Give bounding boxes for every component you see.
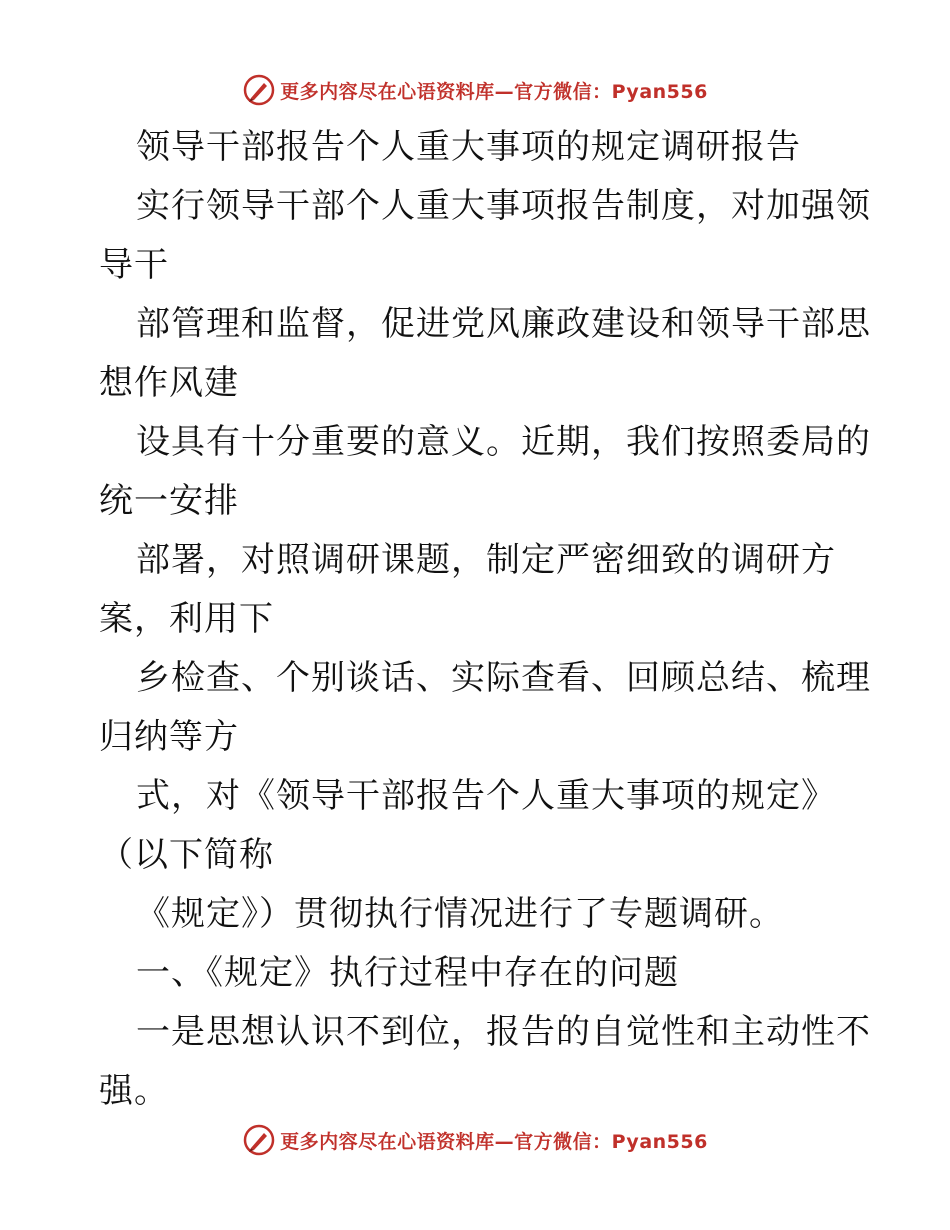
paragraph-line: 导干	[99, 245, 169, 285]
paragraph-line: 一是思想认识不到位，报告的自觉性和主动性不	[136, 1012, 871, 1052]
paragraph-line: 领导干部报告个人重大事项的规定调研报告	[136, 127, 801, 167]
paragraph-line: 乡检查、个别谈话、实际查看、回顾总结、梳理	[136, 658, 871, 698]
footer-watermark	[0, 1120, 950, 1160]
pen-logo-icon	[242, 73, 276, 107]
pen-logo-icon	[242, 1123, 276, 1157]
paragraph-line: 式，对《领导干部报告个人重大事项的规定》	[136, 776, 836, 816]
paragraph-line: 统一安排	[99, 481, 239, 521]
watermark-text: 更多内容尽在心语资料库—官方微信：Pyan556	[280, 1130, 708, 1153]
paragraph-line: （以下简称	[99, 835, 274, 875]
paragraph-line: 部署，对照调研课题，制定严密细致的调研方	[136, 540, 836, 580]
paragraph-line: 想作风建	[99, 363, 239, 403]
paragraph-line: 归纳等方	[99, 717, 239, 757]
paragraph-line: 部管理和监督，促进党风廉政建设和领导干部思	[136, 304, 871, 344]
paragraph-line: 案，利用下	[99, 599, 274, 639]
header-watermark	[0, 70, 950, 110]
paragraph-line: 《规定》）贯彻执行情况进行了专题调研。	[136, 894, 784, 934]
paragraph-line: 实行领导干部个人重大事项报告制度，对加强领	[136, 186, 871, 226]
paragraph-line: 强。	[99, 1071, 169, 1111]
watermark-text: 更多内容尽在心语资料库—官方微信：Pyan556	[280, 80, 708, 103]
paragraph-line: 一、《规定》执行过程中存在的问题	[136, 953, 679, 993]
document-body	[99, 118, 871, 1121]
paragraph-line: 设具有十分重要的意义。近期，我们按照委局的	[136, 422, 871, 462]
